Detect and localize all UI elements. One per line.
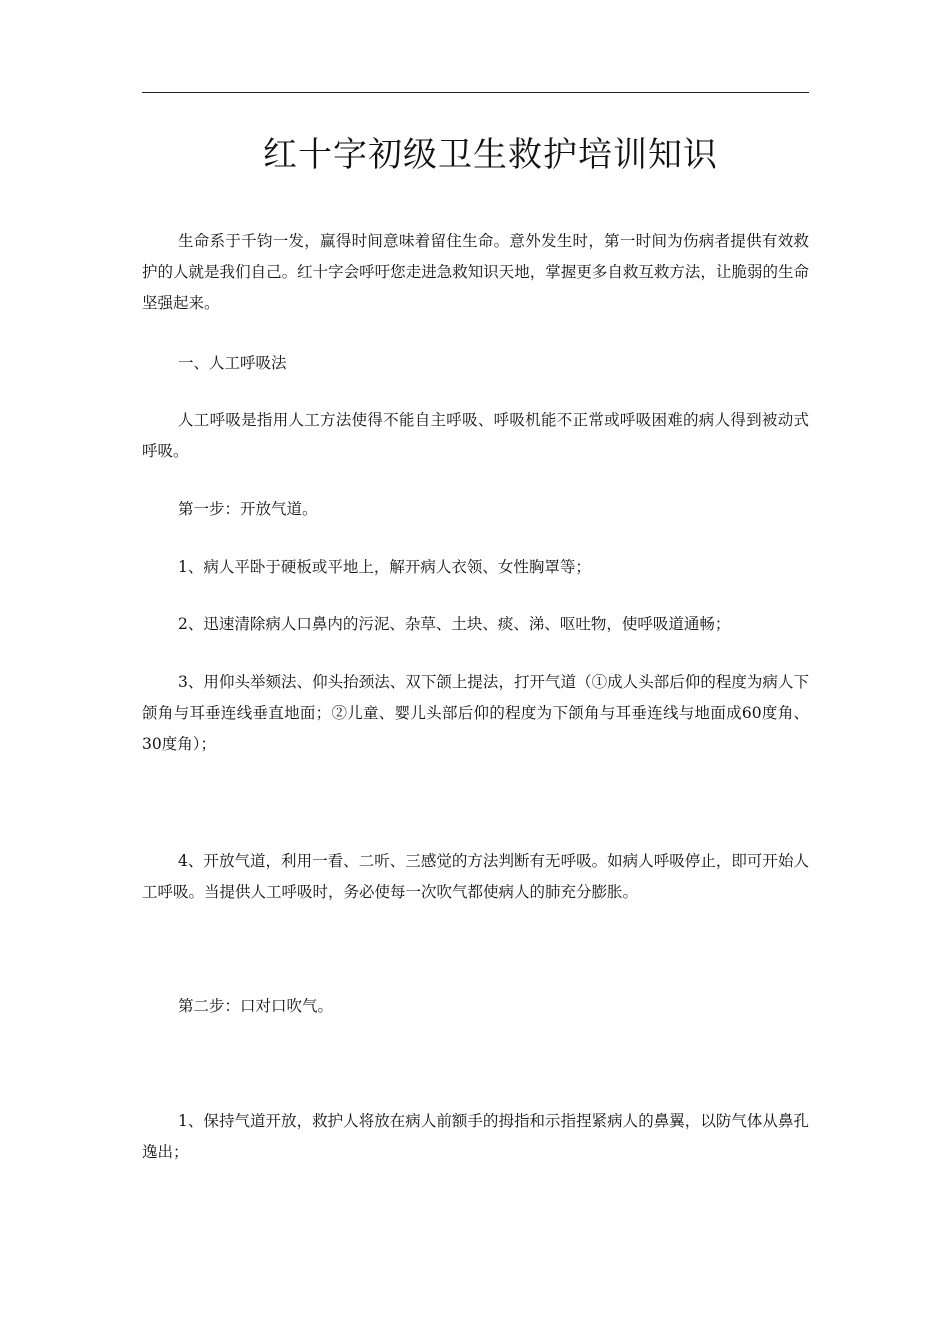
header-rule bbox=[142, 92, 809, 93]
step-one-heading: 第一步：开放气道。 bbox=[178, 500, 318, 518]
step-one-item-1: 1、病人平卧于硬板或平地上，解开病人衣领、女性胸罩等； bbox=[178, 558, 591, 576]
step-two-item-1: 1、保持气道开放，救护人将放在病人前额手的拇指和示指捏紧病人的鼻翼，以防气体从鼻孔逸出； bbox=[142, 1112, 809, 1161]
intro-paragraph: 生命系于千钧一发，赢得时间意味着留住生命。意外发生时，第一时间为伤病者提供有效救护的人就是我们自己。红十字会呼吁您走进急救知识天地，掌握更多自救互救方法，让脆弱的生命坚强起来。 bbox=[142, 232, 809, 312]
step-one-item-3: 3、用仰头举颏法、仰头抬颈法、双下颌上提法，打开气道（①成人头部后仰的程度为病人下颌角与耳垂连线垂直地面；②儿童、婴儿头部后仰的程度为下颌角与耳垂连线与地面成60度角、30度角）； bbox=[142, 673, 809, 753]
document-title: 红十字初级卫生救护培训知识 bbox=[263, 135, 718, 175]
definition-paragraph: 人工呼吸是指用人工方法使得不能自主呼吸、呼吸机能不正常或呼吸困难的病人得到被动式呼吸。 bbox=[142, 411, 809, 460]
step-two-heading: 第二步：口对口吹气。 bbox=[178, 997, 334, 1015]
step-one-item-2: 2、迅速清除病人口鼻内的污泥、杂草、土块、痰、涕、呕吐物，使呼吸道通畅； bbox=[178, 615, 731, 633]
section-heading-artificial-respiration: 一、人工呼吸法 bbox=[178, 354, 287, 372]
step-one-item-4: 4、开放气道，利用一看、二听、三感觉的方法判断有无呼吸。如病人呼吸停止，即可开始人工呼吸。当提供人工呼吸时，务必使每一次吹气都使病人的肺充分膨胀。 bbox=[142, 852, 809, 901]
